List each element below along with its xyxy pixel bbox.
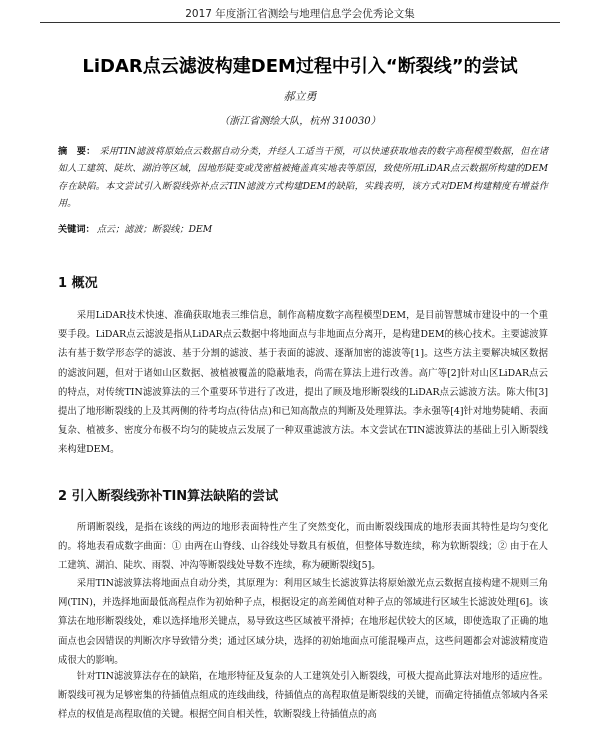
author: 郝立勇 [283, 90, 317, 103]
section-heading-1: 1 概况 [58, 276, 98, 291]
section-2-paragraph-3: 针对TIN滤波算法存在的缺陷，在地形特征及复杂的人工建筑处引入断裂线，可极大提高此算法对地形的适应性。断裂线可视为足够密集的待插值点组成的连线曲线，待插值点的高程取值是断裂线的关键，而确定待插值点邻域内各采样点的权值是高程取值的关键。根据空间自相关性，软断裂线上待插值点的高 [58, 671, 548, 721]
keywords-label: 关键词： [58, 224, 95, 235]
section-heading-2: 2 引入断裂线弥补TIN算法缺陷的尝试 [58, 489, 279, 504]
section-2-paragraph-1: 所谓断裂线，是指在该线的两边的地形表面特性产生了突然变化，而由断裂线围成的地形表面其特性是均匀变化的。将地表看成数字曲面：① 由两在山脊线、山谷线处导数具有板值，但整体导数连续，称为软断裂线；② 由于在人工建筑、湖泊、陡坎、雨裂、冲沟等断裂线处导数不连续，称为硬断裂线[5]。 [58, 522, 548, 572]
abstract-text: 采用TIN滤波将原始点云数据自动分类，并经人工适当干预，可以快速获取地表的数字高程模型数据，但在诸如人工建筑、陡坎、湖泊等区域，因地形陡变或茂密植被掩盖真实地表等原因，致使所用LiDAR点云数据所构建的DEM存在缺陷。本文尝试引入断裂线弥补点云TIN滤波方式构建DEM的缺陷，实践表明，该方式对DEM构建精度有增益作用。 [58, 146, 549, 210]
keywords-text: 点云；滤波；断裂线；DEM [96, 224, 213, 235]
abstract-label: 摘 要： [58, 146, 96, 157]
affiliation: （浙江省测绘大队，杭州 310030） [219, 116, 381, 127]
section-1-paragraph-1: 采用LiDAR技术快速、准确获取地表三维信息，制作高精度数字高程模型DEM，是目前智慧城市建设中的一个重要手段。LiDAR点云滤波是指从LiDAR点云数据中将地面点与非地面点分离开，是构建DEM的核心技术。主要滤波算法有基于数学形态学的滤波、基于分割的滤波、基于表面的滤波、逐渐加密的滤波等[1]。这些方法主要解决城区数据的滤波问题，但对于诸如山区数据、被植被覆盖的隐蔽地表，尚需在算法上进行改善。高广等[2]针对山区LiDAR点云的特点，对传统TIN滤波算法的三个重要环节进行了改进，提出了顾及地形断裂线的LiDAR点云滤波方法。陈大伟[3]提出了地形断裂线的上及其两侧的待考均点(待估点)和已知高散点的判断及处理算法。李永强等[4]针对地势陡峭、表面复杂、植被多、密度分布极不均匀的陡坡点云发展了一种双重滤波方法。本文尝试在TIN滤波算法的基础上引入断裂线来构建DEM。 [58, 310, 548, 456]
paper-title: LiDAR点云滤波构建DEM过程中引入“断裂线”的尝试 [82, 56, 518, 77]
running-header: 2017 年度浙江省测绘与地理信息学会优秀论文集 [185, 8, 415, 20]
keywords [58, 221, 548, 235]
section-2-paragraph-2: 采用TIN滤波算法将地面点自动分类，其原理为：利用区域生长滤波算法将原始激光点云数据直接构建不规则三角网(TIN)，并选择地面最低高程点作为初始种子点，根据设定的高差阈值对种子点的邻域进行区域生长滤波处理[6]。该算法在地形断裂线处，难以选择地形关键点，易导致这些区域被平滑掉；在地形起伏较大的区域，即使选取了正确的地面点也会因错误的判断次序导致错分类；通过区域分块，选择的初始地面点可能混噪声点，这些问题都会对滤波精度造成很大的影响。 [58, 578, 548, 666]
header-rule [40, 22, 560, 23]
abstract [58, 143, 548, 213]
